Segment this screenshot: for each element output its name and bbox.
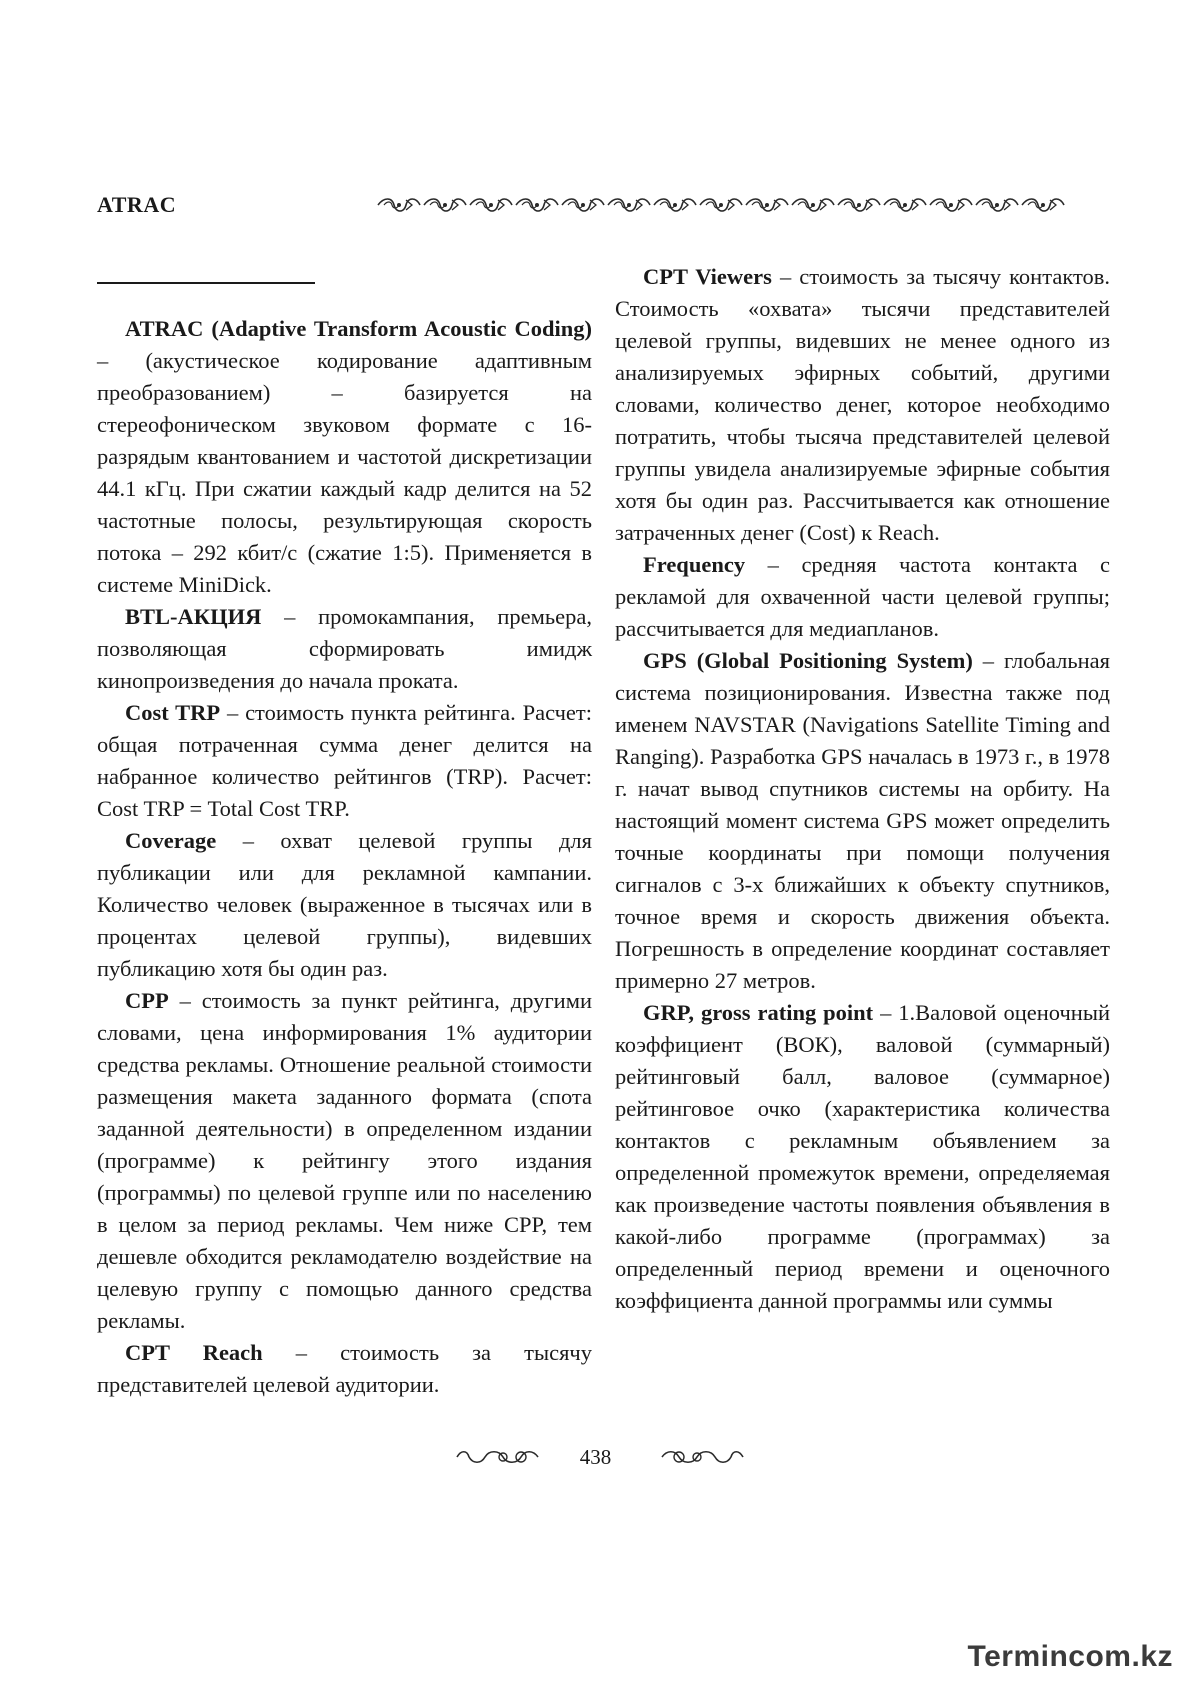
entry-term: Coverage bbox=[125, 828, 217, 853]
entry-term: ATRAC (Adaptive Transform Acoustic Coding) bbox=[125, 316, 592, 341]
entry-term: GPS (Global Positioning System) bbox=[643, 648, 973, 673]
entry-grp bbox=[615, 997, 1110, 1317]
entry-definition: – промокампания, премьера, позволяющая сформировать имидж кинопроизведения до начала проката. bbox=[97, 604, 592, 693]
entry-btl bbox=[97, 601, 592, 697]
entry-definition: – стоимость пункта рейтинга. Расчет: общая потраченная сумма денег делится на набранное количество рейтингов (TRP). Расчет: Cost TRP = Total Cost TRP. bbox=[97, 700, 592, 821]
entry-term: CPP bbox=[125, 988, 169, 1013]
left-column bbox=[97, 313, 592, 1401]
entry-gps bbox=[615, 645, 1110, 997]
running-title: ATRAC bbox=[97, 192, 177, 217]
entry-term: CPT Viewers bbox=[643, 264, 772, 289]
page-number: 438 bbox=[579, 1445, 612, 1469]
folio-ornament-right-icon bbox=[660, 1446, 745, 1468]
entry-cpt-viewers bbox=[615, 261, 1110, 549]
site-watermark: Termincom.kz bbox=[967, 1640, 1173, 1673]
entry-definition: – стоимость за тысячу контактов. Стоимость «охвата» тысячи представителей целевой группы, видевших не менее одного из анализируемых эфирных событий, другими словами, количество денег, которое необходимо потратить, чтобы тысяча представителей целевой группы увидела анализируемые эфирные события хотя бы один раз. Рассчитывается как отношение затраченных денег (Cost) к Reach. bbox=[615, 264, 1110, 545]
column-rule bbox=[97, 282, 315, 284]
entry-atrac bbox=[97, 313, 592, 601]
entry-term: BTL-АКЦИЯ bbox=[125, 604, 262, 629]
entry-definition: – стоимость за пункт рейтинга, другими словами, цена информирования 1% аудитории средства рекламы. Отношение реальной стоимости размещения макета заданного формата (спота заданной деятельности) в определенном издании (программе) к рейтингу этого издания (программы) по целевой группе или по населению в целом за период рекламы. Чем ниже CPP, тем дешевле обходится рекламодателю воздействие на целевую группу с помощью данного средства рекламы. bbox=[97, 988, 592, 1333]
entry-term: CPT Reach bbox=[125, 1340, 263, 1365]
entry-definition: – (акустическое кодирование адаптивным преобразованием) – базируется на стереофоническом звуковом формате с 16-разрядым квантованием и частотой дискретизации 44.1 кГц. При сжатии каждый кадр делится на 52 частотные полосы, результирующая скорость потока – 292 кбит/с (сжатие 1:5). Применяется в системе MiniDick. bbox=[97, 348, 592, 597]
entry-cpp bbox=[97, 985, 592, 1337]
entry-definition: – 1.Валовой оценочный коэффициент (ВОК), валовой (суммарный) рейтинговый балл, валовое (суммарное) рейтинговое очко (характеристика количества контактов с рекламным объявлением за определенной промежуток времени, определяемая как произведение частоты появления объявления в какой-либо программе (программах) за определенный период времени и оценочного коэффициента данной программы или суммы bbox=[615, 1000, 1110, 1313]
entry-frequency bbox=[615, 549, 1110, 645]
entry-cpt-reach bbox=[97, 1337, 592, 1401]
entry-term: Frequency bbox=[643, 552, 746, 577]
header-ornament-icon bbox=[376, 196, 1066, 214]
entry-term: GRP, gross rating point bbox=[643, 1000, 874, 1025]
entry-definition: – средняя частота контакта с рекламой для охваченной части целевой группы; рассчитывается для медиапланов. bbox=[615, 552, 1110, 641]
entry-definition: – стоимость за тысячу представителей целевой аудитории. bbox=[97, 1340, 592, 1397]
entry-cost-trp bbox=[97, 697, 592, 825]
entry-term: Cost TRP bbox=[125, 700, 221, 725]
right-column bbox=[615, 261, 1110, 1317]
entry-definition: – глобальная система позиционирования. Известна также под именем NAVSTAR (Navigations Satellite Timing and Ranging). Разработка GPS началась в 1973 г., в 1978 г. начат вывод спутников системы на орбиту. На настоящий момент система GPS может определить точные координаты при помощи получения сигналов с 3-х ближайших к объекту спутников, точное время и скорость движения объекта. Погрешность в определение координат составляет примерно 27 метров. bbox=[615, 648, 1111, 993]
entry-coverage bbox=[97, 825, 592, 985]
entry-definition: – охват целевой группы для публикации или для рекламной кампании. Количество человек (выраженное в тысячах или в процентах целевой группы), видевших публикацию хотя бы один раз. bbox=[97, 828, 592, 981]
